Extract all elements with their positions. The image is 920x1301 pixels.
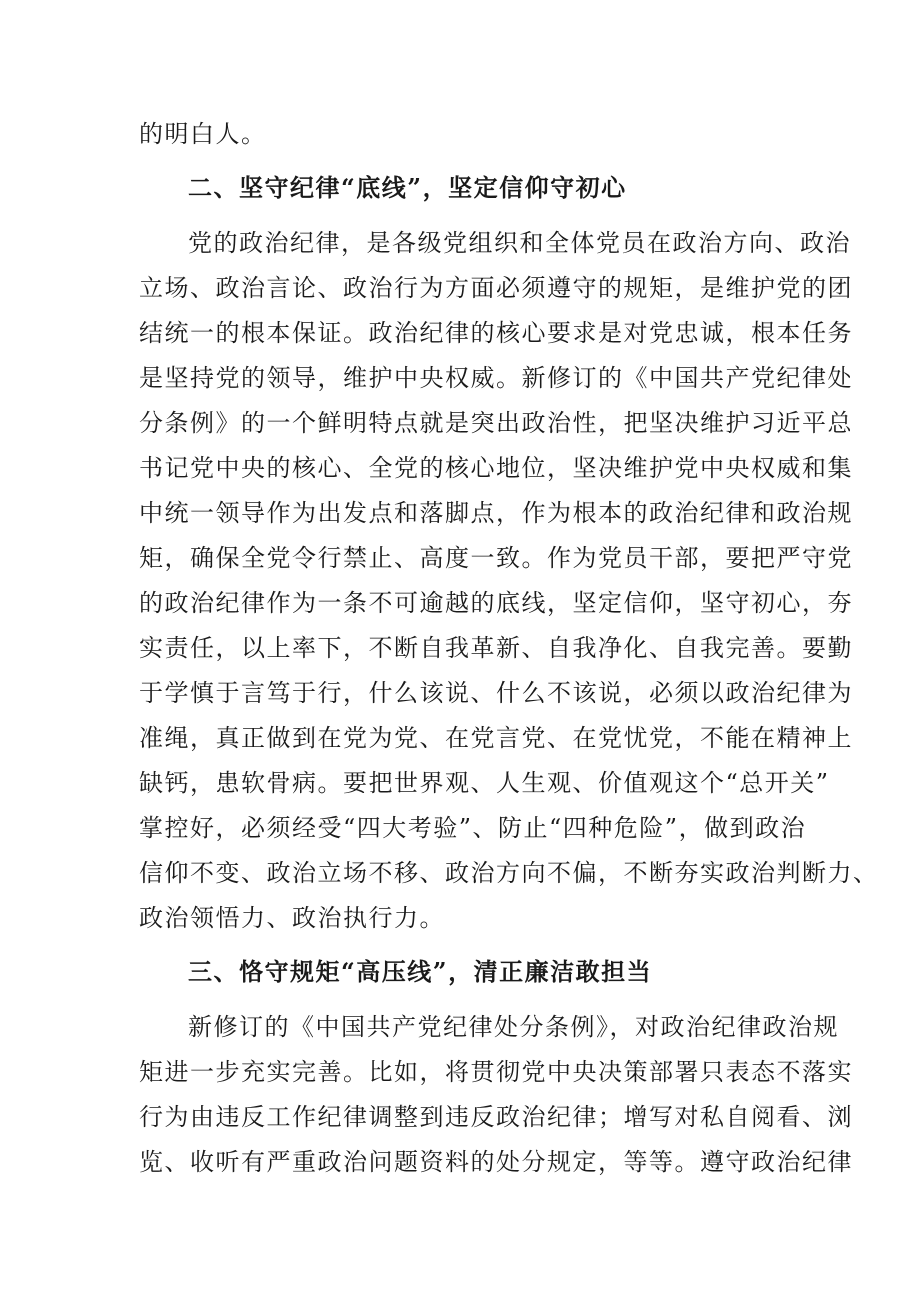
section-2-paragraph-line: 缺钙，患软骨病。要把世界观、人生观、价值观这个“总开关” <box>139 769 830 797</box>
section-2-paragraph-line: 信仰不变、政治立场不移、政治方向不偏，不断夯实政治判断力、 <box>139 859 879 887</box>
section-2-paragraph-line: 矩，确保全党令行禁止、高度一致。作为党员干部，要把严守党 <box>139 544 853 572</box>
section-2-paragraph-line: 于学慎于言笃于行，什么该说、什么不该说，必须以政治纪律为 <box>139 679 853 707</box>
intro-tail-line: 的明白人。 <box>139 120 267 148</box>
section-2-paragraph-line: 中统一领导作为出发点和落脚点，作为根本的政治纪律和政治规 <box>139 499 853 527</box>
section-2-paragraph-line: 的政治纪律作为一条不可逾越的底线，坚定信仰，坚守初心，夯 <box>139 589 853 617</box>
section-2-paragraph-line: 书记党中央的核心、全党的核心地位，坚决维护党中央权威和集 <box>139 454 853 482</box>
section-2-paragraph-line: 是坚持党的领导，维护中央权威。新修订的《中国共产党纪律处 <box>139 364 853 392</box>
section-3-paragraph-line: 新修订的《中国共产党纪律处分条例》，对政治纪律政治规 <box>188 1013 839 1041</box>
section-3-paragraph-line: 览、收听有严重政治问题资料的处分规定，等等。遵守政治纪律 <box>139 1148 853 1176</box>
section-3-paragraph-line: 行为由违反工作纪律调整到违反政治纪律；增写对私自阅看、浏 <box>139 1103 853 1131</box>
section-2-paragraph-line: 党的政治纪律，是各级党组织和全体党员在政治方向、政治 <box>188 229 851 257</box>
section-2-heading: 二、坚守纪律“底线”，坚定信仰守初心 <box>188 173 627 202</box>
section-2-paragraph-line: 分条例》的一个鲜明特点就是突出政治性，把坚决维护习近平总 <box>139 409 853 437</box>
section-2-paragraph-line: 结统一的根本保证。政治纪律的核心要求是对党忠诚，根本任务 <box>139 319 853 347</box>
section-3-heading: 三、恪守规矩“高压线”，清正廉洁敢担当 <box>188 957 653 986</box>
section-2-paragraph-line: 立场、政治言论、政治行为方面必须遵守的规矩，是维护党的团 <box>139 274 853 302</box>
section-2-paragraph-line: 准绳，真正做到在党为党、在党言党、在党忧党，不能在精神上 <box>139 724 853 752</box>
section-3-paragraph-line: 矩进一步充实完善。比如，将贯彻党中央决策部署只表态不落实 <box>139 1058 853 1086</box>
section-2-paragraph-line: 实责任，以上率下，不断自我革新、自我净化、自我完善。要勤 <box>139 634 853 662</box>
section-2-paragraph-line: 掌控好，必须经受“四大考验”、防止“四种危险”，做到政治 <box>139 814 807 842</box>
section-2-paragraph-line: 政治领悟力、政治执行力。 <box>139 904 445 932</box>
